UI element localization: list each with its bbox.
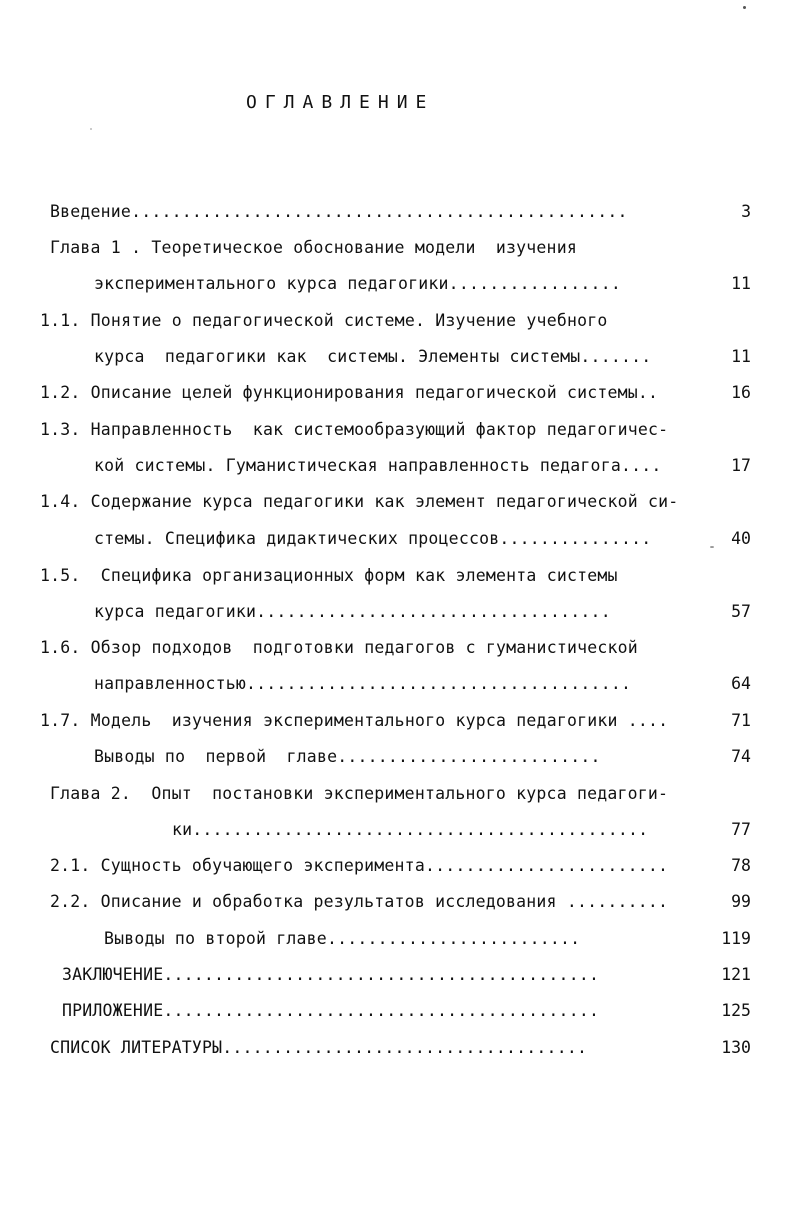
toc-entry-text: 1.5. Специфика организационных форм как элемента системы bbox=[40, 566, 618, 585]
toc-entry-text: курса педагогики как системы. Элементы системы....... bbox=[94, 347, 652, 366]
toc-entry-page: 77 bbox=[731, 820, 751, 839]
toc-entry-text: 1.2. Описание целей функционирования педагогической системы.. bbox=[40, 383, 659, 402]
toc-entry-text: 1.7. Модель изучения экспериментального курса педагогики .... bbox=[40, 711, 669, 730]
toc-entry-text: курса педагогики................................... bbox=[94, 602, 611, 621]
toc-entry-page: 119 bbox=[721, 929, 751, 948]
toc-entry-text: Введение................................................. bbox=[50, 202, 628, 221]
scan-speck bbox=[743, 6, 746, 9]
toc-entry-page: 121 bbox=[721, 965, 751, 984]
toc-entry-text: ПРИЛОЖЕНИЕ........................................... bbox=[62, 1001, 600, 1020]
toc-entry-page: 57 bbox=[731, 602, 751, 621]
toc-entry-text: Выводы по первой главе.......................... bbox=[94, 747, 601, 766]
toc-entry-page: 11 bbox=[731, 347, 751, 366]
toc-entry-page: 74 bbox=[731, 747, 751, 766]
toc-entry-page: 11 bbox=[731, 274, 751, 293]
toc-entry-text: кой системы. Гуманистическая направленность педагога.... bbox=[94, 456, 662, 475]
toc-entry-page: 130 bbox=[721, 1038, 751, 1057]
toc-entry-page: 16 bbox=[731, 383, 751, 402]
toc-entry-page: 40 bbox=[731, 529, 751, 548]
toc-entry-text: ки............................................. bbox=[172, 820, 649, 839]
toc-entry-text: Глава 1 . Теоретическое обоснование модели изучения bbox=[50, 238, 577, 257]
page-title: ОГЛАВЛЕНИЕ bbox=[246, 92, 435, 113]
toc-entry-text: Выводы по второй главе......................... bbox=[104, 929, 581, 948]
scan-speck bbox=[90, 128, 92, 130]
toc-entry-page: 17 bbox=[731, 456, 751, 475]
toc-entry-page: 78 bbox=[731, 856, 751, 875]
toc-entry-text: СПИСОК ЛИТЕРАТУРЫ.................................... bbox=[50, 1038, 588, 1057]
toc-entry-text: экспериментального курса педагогики................. bbox=[94, 274, 621, 293]
toc-entry-text: Глава 2. Опыт постановки экспериментального курса педагоги- bbox=[50, 784, 669, 803]
toc-entry-text: стемы. Специфика дидактических процессов............... bbox=[94, 529, 652, 548]
scan-speck bbox=[710, 546, 714, 548]
toc-entry-page: 99 bbox=[731, 892, 751, 911]
toc-entry-text: направленностью...................................... bbox=[94, 674, 632, 693]
toc-entry-text: 1.4. Содержание курса педагогики как элемент педагогической си- bbox=[40, 492, 679, 511]
toc-entry-text: 1.3. Направленность как системообразующий фактор педагогичес- bbox=[40, 420, 669, 439]
toc-entry-text: 1.1. Понятие о педагогической системе. Изучение учебного bbox=[40, 311, 608, 330]
toc-entry-page: 3 bbox=[741, 202, 751, 221]
toc-entry-text: 2.1. Сущность обучающего эксперимента........................ bbox=[50, 856, 669, 875]
toc-entry-page: 125 bbox=[721, 1001, 751, 1020]
toc-entry-page: 64 bbox=[731, 674, 751, 693]
toc-entry-text: 1.6. Обзор подходов подготовки педагогов с гуманистической bbox=[40, 638, 638, 657]
toc-entry-text: ЗАКЛЮЧЕНИЕ........................................... bbox=[62, 965, 600, 984]
toc-entry-text: 2.2. Описание и обработка результатов исследования .......... bbox=[50, 892, 669, 911]
toc-entry-page: 71 bbox=[731, 711, 751, 730]
